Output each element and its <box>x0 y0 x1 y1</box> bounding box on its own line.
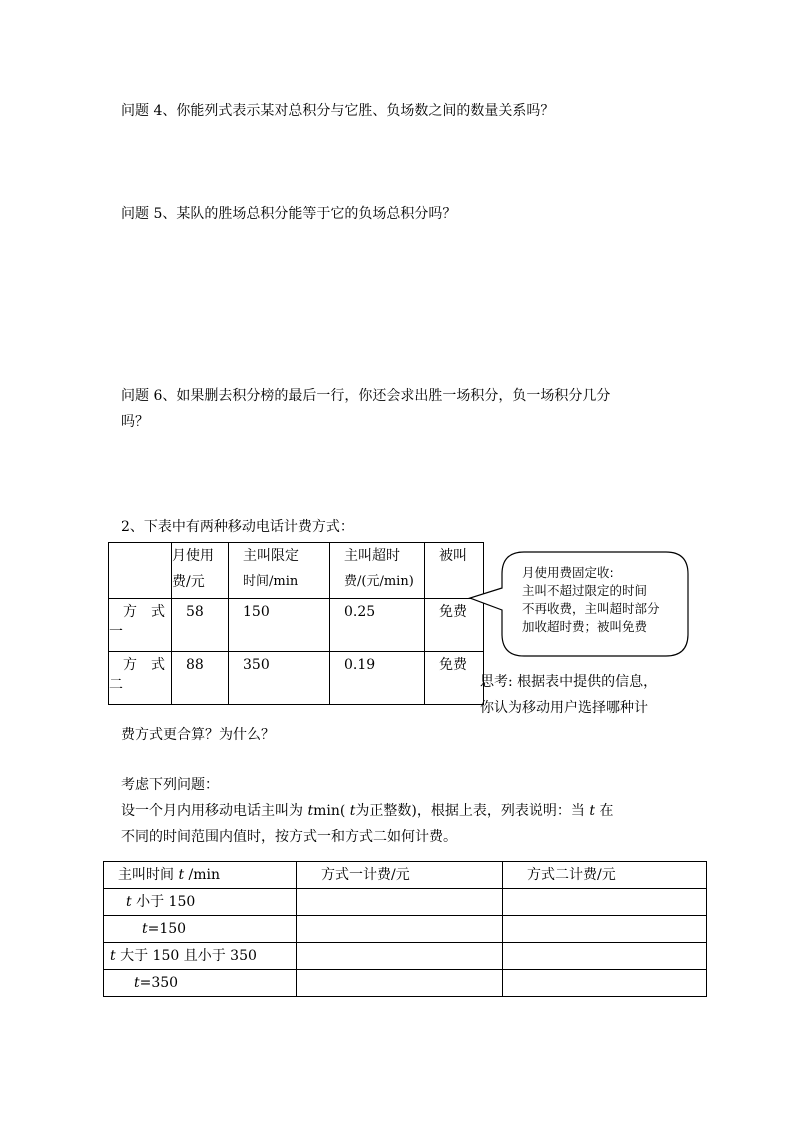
callout-text: 月使用费固定收: 主叫不超过限定的时间 不再收费，主叫超时部分 加收超时费；被叫免费 <box>522 565 660 634</box>
table-row <box>104 970 707 997</box>
row-plan-2-cell <box>503 943 707 970</box>
header-plan-1: 方式一计费/元 <box>297 862 503 889</box>
row-time-range: t 大于 150 且小于 350 <box>104 943 297 970</box>
header-overtime-fee: 主叫超时 费/(元/min) <box>330 543 425 599</box>
table-header-row <box>109 543 484 599</box>
row-time-range: t=150 <box>104 916 297 943</box>
table-row <box>104 943 707 970</box>
consider-line-1: 设一个月内用移动电话主叫为 tmin( t为正整数)，根据上表，列表说明：当 t 在 <box>121 803 614 819</box>
header-call-limit: 主叫限定 时间/min <box>229 543 330 599</box>
think-text-right: 思考: 根据表中提供的信息， 你认为移动用户选择哪种计 <box>480 674 658 716</box>
table-row <box>109 652 484 705</box>
row-monthly-fee: 58 <box>172 599 229 652</box>
header-plan-2: 方式二计费/元 <box>503 862 707 889</box>
consider-line-2: 不同的时间范围内值时，按方式一和方式二如何计费。 <box>121 829 457 845</box>
row-time-range: t=350 <box>104 970 297 997</box>
row-plan-2-cell <box>503 916 707 943</box>
question-6-line1: 问题 6、如果删去积分榜的最后一行，你还会求出胜一场积分，负一场积分几分 <box>121 388 611 404</box>
table-row <box>104 889 707 916</box>
row-time-range: t 小于 150 <box>104 889 297 916</box>
row-call-limit: 350 <box>229 652 330 705</box>
question-6-line2: 吗？ <box>121 414 149 430</box>
row-plan-1-cell <box>297 889 503 916</box>
row-plan-1-cell <box>297 970 503 997</box>
think-text-continuation: 费方式更合算？为什么？ <box>121 727 275 743</box>
row-plan-name: 方 式 二 <box>109 652 172 705</box>
row-plan-1-cell <box>297 943 503 970</box>
row-plan-2-cell <box>503 970 707 997</box>
billing-plans-table <box>108 542 484 705</box>
header-cell-empty <box>109 543 172 599</box>
row-overtime-fee: 0.25 <box>330 599 425 652</box>
row-called: 免费 <box>425 599 484 652</box>
row-called: 免费 <box>425 652 484 705</box>
header-call-time: 主叫时间 t /min <box>104 862 297 889</box>
row-monthly-fee: 88 <box>172 652 229 705</box>
row-call-limit: 150 <box>229 599 330 652</box>
question-4: 问题 4、你能列式表示某对总积分与它胜、负场数之间的数量关系吗？ <box>121 103 555 119</box>
header-monthly-fee: 月使用 费/元 <box>172 543 229 599</box>
section-2-heading: 2、下表中有两种移动电话计费方式： <box>121 519 354 535</box>
table-row <box>104 916 707 943</box>
pricing-comparison-table <box>103 861 707 997</box>
consider-heading: 考虑下列问题： <box>121 777 219 793</box>
row-plan-1-cell <box>297 916 503 943</box>
row-plan-name: 方 式 一 <box>109 599 172 652</box>
question-5: 问题 5、某队的胜场总积分能等于它的负场总积分吗？ <box>121 206 457 222</box>
row-plan-2-cell <box>503 889 707 916</box>
table-header-row <box>104 862 707 889</box>
header-called: 被叫 <box>425 543 484 599</box>
row-overtime-fee: 0.19 <box>330 652 425 705</box>
table-row <box>109 599 484 652</box>
